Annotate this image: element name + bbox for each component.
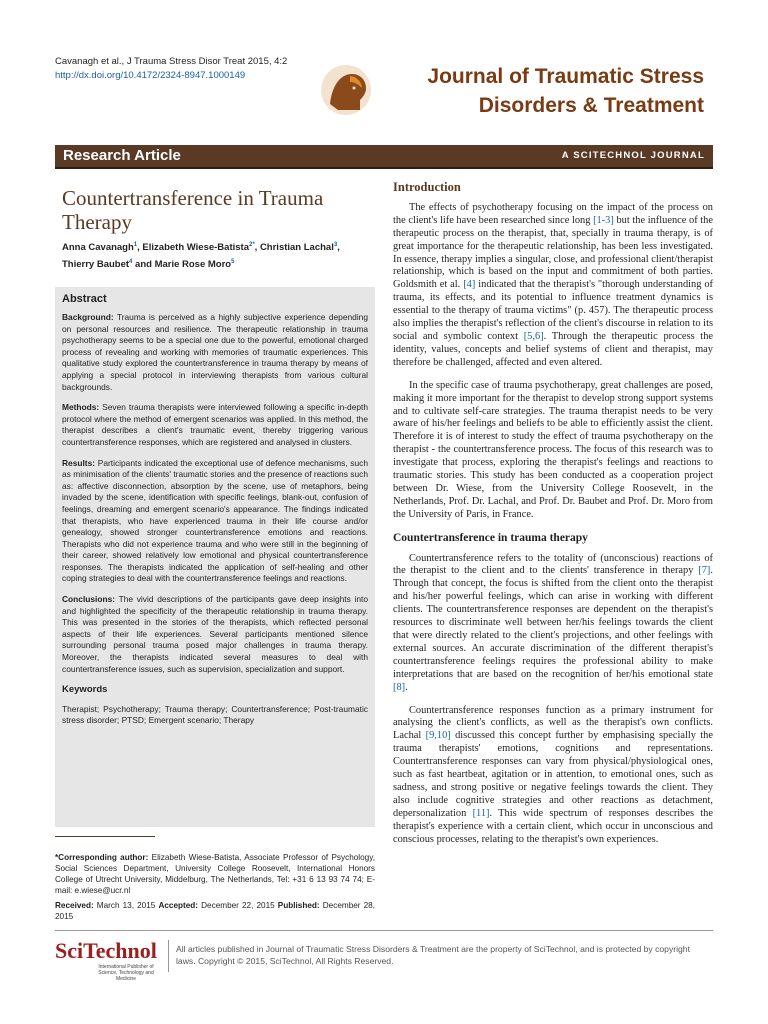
paragraph-text: . This wide spectrum of responses describes the therapist's experience with a certain client, which occur in unconscious and conscious processes, relating to the therapist's own experiences. — [393, 807, 713, 845]
article-banner — [55, 145, 713, 169]
corresponding-author — [55, 852, 375, 896]
received-date: March 13, 2015 — [93, 901, 159, 910]
journal-tagline: A SCITECHNOL JOURNAL — [561, 150, 705, 161]
abstract-section-text: The vivid descriptions of the participants gave deep insights into and highlighted the specificity of the therapeutic relationship in trauma therapy. This was presented in the stories of the therapists, which reflected personal aspects of their life experiences. Several participants mentioned silence surrounding personal trauma posed major challenges in trauma therapy. Moreover, the therapists indicated several measures to deal with countertransference issues, such as supervision, specialization and support. — [62, 594, 368, 674]
journal-title-line1: Journal of Traumatic Stress — [427, 65, 704, 88]
journal-head-logo-icon — [320, 64, 372, 116]
author-name: Elizabeth Wiese-Batista — [142, 242, 249, 254]
reference-link[interactable]: [5,6] — [523, 330, 544, 342]
abstract-section — [62, 402, 368, 448]
keywords-heading: Keywords — [62, 684, 108, 696]
abstract-section-text: Participants indicated the exceptional use of defence mechanisms, such as minimisation of the clients' traumatic stories and the presence of reactions such as: affective disconnection, absorption by the scene, use of metaphors, being invaded by the scene, identification with specific feelings, blank-out, confusion of feelings, dreaming and emergent scenario's appearance. The findings indicated that therapists, who have experienced trauma in their life course and/or genealogy, showed stronger countertransference emotions and reactions. Therapists who did not experience trauma and who were still in the beginning of their career, showed relatively low emotional and physical countertransference responses. The therapists indicated the application of self-healing and other coping strategies to deal with the countertransference feelings and reactions. — [62, 457, 368, 584]
scitechnol-logo-text: SciTechnol — [55, 938, 157, 963]
paragraph-text: The effects of psychotherapy focusing on the impact of the process on the client's life have been researched since long — [393, 201, 713, 226]
article-title: Countertransference in Trauma Therapy — [62, 186, 324, 234]
paragraph-text: Countertransference responses function as a primary instrument for analysing the client's conflicts, as well as the therapist's own conflicts. Lachal — [393, 704, 713, 742]
abstract-section — [62, 458, 368, 586]
ct-paragraph-2 — [393, 705, 713, 847]
paragraph-text: . — [405, 681, 408, 693]
abstract-section-label: Methods: — [62, 402, 100, 413]
journal-title-line2: Disorders & Treatment — [478, 94, 704, 117]
author-name: Anna Cavanagh — [62, 242, 134, 254]
reference-link[interactable]: [8] — [393, 681, 406, 693]
reference-link[interactable]: [4] — [463, 279, 476, 291]
footer-divider — [55, 930, 713, 931]
paragraph-text: . Through the therapeutic process the identity, values, concepts and belief systems of client and therapist, may therefore be challenged, affected and even altered. — [393, 330, 713, 368]
paragraph-text: In the specific case of trauma psychotherapy, great challenges are posed, making it more important for the therapist to develop strong support systems and to cultivate self-care strategies. The trauma therapist needs to be very aware of his/her feelings and beliefs to be able to efficiently assist the client. Therefore it is of interest to study the effect of trauma psychotherapy on the therapist - the countertransference process. The focus of this research was to investigate that process, exploring the therapist's feelings and reactions to traumatic stories. This study has been conducted as a cooperation project between Dr. Wiese, from the University College Roosevelt, in the Netherlands, Prof. Dr. Lachal, and Prof. Dr. Baubet and Prof. Dr. Moro from the University of Paris, in France. — [393, 379, 713, 520]
published-label: Published: — [277, 901, 320, 910]
author-affiliation-mark: 3 — [333, 242, 338, 248]
published-date: December 28, 2015 — [55, 901, 376, 921]
scitechnol-logo — [55, 938, 165, 982]
article-dates — [55, 900, 375, 922]
abstract-heading: Abstract — [62, 293, 107, 305]
reference-link[interactable]: [9,10] — [425, 730, 451, 742]
paragraph-text: indicated that the therapist's "thorough understanding of trauma, its effects, and its potential to influence treatment dynamics is essential to the therapy of trauma victims" (p. 457). The therapeutic process also implies the therapist's reflection of the client's discourse in relation to its social and symbolic context — [393, 279, 714, 342]
paragraph-text: . Through that concept, the focus is shifted from the client onto the therapist and his/her powerful feelings, which can arise in working with different clients. The countertransference responses are dependent on the therapist's resources to discriminate well between her/his feelings towards the client that were directly related to the client's projections, and other feelings with external sources. An accurate discrimination of the different therapist's countertransference feelings requires the professional ability to make interpretations that are based on the recognition of her/his emotional state — [393, 565, 713, 680]
reference-link[interactable]: [1-3] — [593, 214, 614, 226]
abstract-section — [62, 594, 368, 675]
citation-block — [55, 55, 287, 83]
section-heading-countertransference: Countertransference in trauma therapy — [393, 531, 588, 544]
corresponding-text: Elizabeth Wiese-Batista, Associate Professor of Psychology, Social Sciences Department, University College Roosevelt, International Honors College of Utrecht University, Middelburg, The Netherlands, Tel: +31 6 13 93 74 74; E-mail: e.wiese@ucr.nl — [55, 853, 375, 895]
accepted-date: December 22, 2015 — [198, 901, 278, 910]
author-name: Marie Rose Moro — [154, 259, 232, 271]
author-name: Christian Lachal — [259, 242, 334, 254]
article-body — [393, 181, 713, 857]
received-label: Received: — [55, 901, 94, 910]
keywords-list: Therapist; Psychotherapy; Trauma therapy; Countertransference; Post-traumatic stress disorder; PTSD; Emergent scenario; Therapy — [62, 703, 368, 726]
paragraph-text: but the influence of the therapeutic process on the therapist, that, specially in trauma therapy, is of great importance for the therapeutic relationship, has been less investigated. In essence, therapy implies a singular, close, and professional client/therapist relationship, which is based on the input and commitment of both parties. Goldsmith et al. — [393, 214, 713, 291]
footer-vertical-divider — [168, 940, 169, 972]
reference-link[interactable]: [7] — [698, 565, 711, 577]
citation-text: Cavanagh et al., J Trauma Stress Disor Treat 2015, 4:2 — [55, 56, 288, 67]
intro-paragraph-2 — [393, 380, 713, 522]
corresponding-label: *Corresponding author: — [55, 853, 149, 862]
abstract-section-label: Background: — [62, 312, 114, 322]
intro-heading: Introduction — [393, 180, 461, 194]
abstract-section-label: Conclusions: — [62, 594, 116, 605]
scitechnol-logo-tagline: International Publisher of Science, Technology and Medicine — [98, 964, 154, 982]
journal-title — [427, 62, 704, 120]
paragraph-text: discussed this concept further by emphasising specially the trauma therapists' emotions, cognitions and representations. Countertransference responses can vary from physical/physiological ones, such as fast heartbeat, agitation or in attention, to emotional ones, such as sadness, and strong positive or negative feelings towards the client. They also include cognitive strategies and other reactions as detachment, depersonalization — [393, 730, 713, 819]
reference-link[interactable]: [11] — [472, 807, 490, 819]
author-affiliation-mark: 2* — [248, 242, 255, 248]
author-affiliation-mark: 5 — [231, 259, 235, 266]
doi-link[interactable]: http://dx.doi.org/10.4172/2324-8947.1000149 — [55, 70, 246, 81]
author-affiliation-mark: 4 — [129, 259, 133, 266]
abstract-section — [62, 312, 368, 393]
abstract-box — [55, 287, 375, 827]
abstract-section-label: Results: — [62, 457, 96, 468]
accepted-label: Accepted: — [158, 901, 199, 910]
author-name: Thierry Baubet — [62, 259, 130, 271]
abstract-section-text: Seven trauma therapists were interviewed following a specific in-depth protocol where the method of emergent scenarios was applied. In this method, the therapist describes a client's traumatic event, thereby triggering various countertransference responses, which are registered and analysed in clusters. — [62, 402, 368, 447]
article-type: Research Article — [63, 147, 181, 164]
copyright-notice: All articles published in Journal of Traumatic Stress Disorders & Treatment are the property of SciTechnol, and is protected by copyright laws. Copyright © 2015, SciTechnol, All Rights Reserved. — [176, 944, 690, 966]
abstract-body — [62, 312, 368, 727]
intro-paragraph-1 — [393, 202, 713, 370]
author-affiliation-mark: 1 — [133, 242, 138, 248]
abstract-section-text: Trauma is perceived as a highly subjective experience depending on personal resources and resilience. The therapeutic relationship in trauma psychotherapy seems to be a special one due to the powerful, emotional charged process of revealing and working with memories of traumatic experiences. This qualitative study explored the countertransference in trauma therapy by means of applying a special protocol in interviewing therapists from various cultural backgrounds. — [62, 312, 368, 392]
ct-paragraph-1 — [393, 553, 713, 695]
footnote-rule — [55, 836, 155, 837]
paragraph-text: Countertransference refers to the totality of (unconscious) reactions of the therapist to the client and to the clients' transference in therapy — [393, 552, 713, 577]
author-list: Anna Cavanagh$^1$, Elizabeth Wiese-Batista$^{2*}$, Christian Lachal$^3$, Thierry Baubet$^4$ and Marie Rose Moro$^5$ — [62, 242, 340, 271]
